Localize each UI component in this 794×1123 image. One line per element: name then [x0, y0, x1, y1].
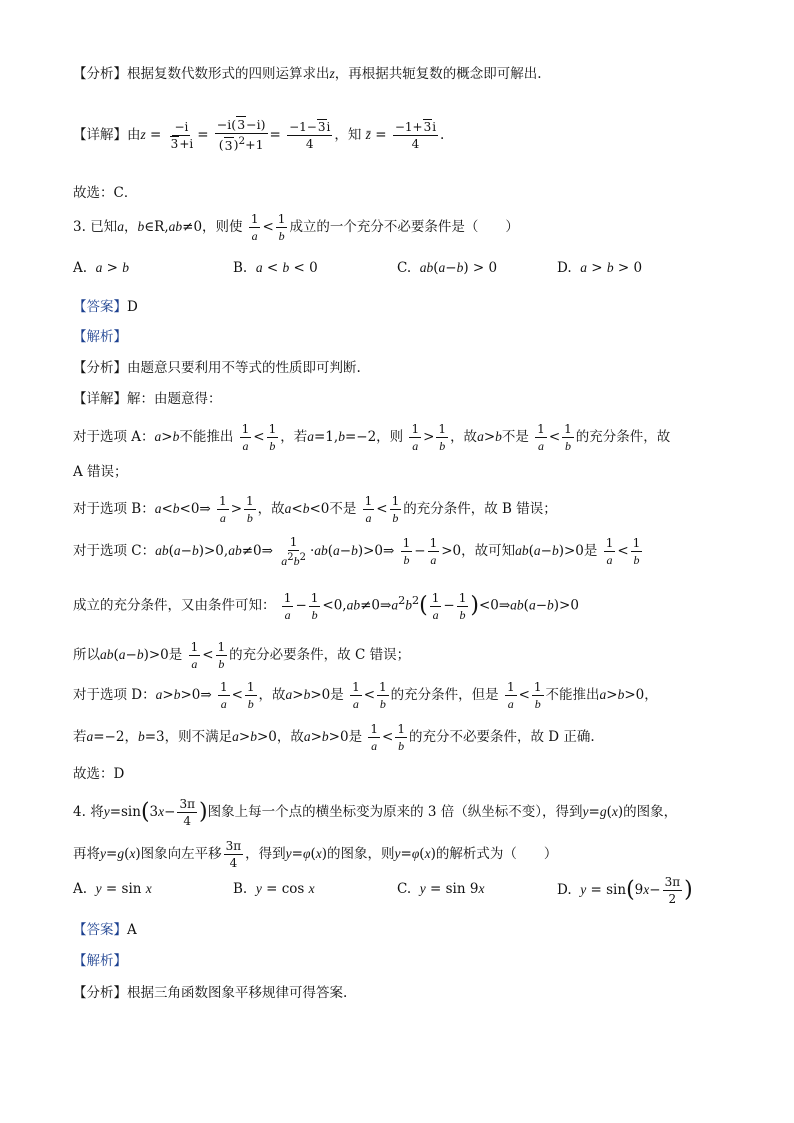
option-3b: B. a < b < 0 [233, 260, 318, 276]
answer-4: 【答案】A [73, 922, 137, 938]
fraction: $\frac{-1-3i}{4}$ [289, 120, 331, 151]
option-4a: A. y = sin x [73, 881, 152, 897]
analysis-header-4: 【解析】 [73, 953, 127, 969]
option-4c: C. y = sin 9x [397, 881, 485, 897]
fraction: $\frac{-i(3-i)}{(3)^2+1}$ [216, 116, 266, 153]
option-c-analysis-3: 所以ab(a−b)>0是 $\frac{1}{a}$ < $\frac{1}{b}$ 的充分必要条件，故 C 错误； [73, 640, 411, 671]
fraction: $\frac{-1+3i}{4}$ [394, 120, 437, 151]
option-4d: D. y = sin(9x− $\frac{3\pi}{2}$ ) [557, 875, 693, 906]
analysis-tag: 【分析】 [73, 66, 127, 82]
option-a-analysis-2: A 错误； [73, 464, 128, 480]
option-a-analysis: 对于选项 A：a>b不能推出 $\frac{1}{a}$ < $\frac{1}{b}$ ，若a=1,b=−2，则 $\frac{1}{a}$ > $\frac{1}{b}$ ，故a>b不是 $\frac{1}{a}$ < $\frac{1}{b}$ 的充分条件，故 [73, 422, 671, 453]
option-3d: D. a > b > 0 [557, 260, 643, 276]
analysis-header-3: 【解析】 [73, 329, 127, 345]
detail-line-1: 【详解】由z = $\frac{-i}{3+i}$ = $\frac{-i(3-i)}{(3)^2+1}$ = $\frac{-1-3i}{4}$ ，知 z̄ = $\frac{-1+3i}{4}$ . [73, 116, 445, 153]
fraction: $\frac{-i}{3+i}$ [170, 120, 194, 151]
answer-3: 【答案】D [73, 299, 138, 315]
option-c-analysis-2: 成立的充分条件，又由条件可知： $\frac{1}{a}$ − $\frac{1}{b}$ $<0,ab\ne 0\Rightarrow a^2b^2$( $\frac{1}{a}$ − $\frac{1}{b}$ )<0⇒ab(a−b)>0 [73, 590, 579, 622]
detail-3: 【详解】解：由题意得： [73, 391, 222, 407]
option-b-analysis: 对于选项 B：a<b<0⇒ $\frac{1}{a}$ > $\frac{1}{b}$ ，故a<b<0不是 $\frac{1}{a}$ < $\frac{1}{b}$ 的充分条件，故 B 错误； [73, 494, 557, 525]
question-4: 4. 将y=sin(3x− $\frac{3\pi}{4}$ )图象上每一个点的横坐标变为原来的 3 倍（纵坐标不变），得到y=g(x)的图象， [73, 797, 678, 828]
option-3a: A. a > b [73, 260, 130, 276]
question-3: 3. 已知a，b∈R,ab≠0，则使 $\frac{1}{a}$ < $\frac{1}{b}$ 成立的一个充分不必要条件是（ ） [73, 212, 519, 243]
answer-select-2: 故选：C． [73, 185, 138, 201]
option-c-analysis: 对于选项 C：ab(a−b)>0,ab≠0⇒ $\frac{1}{a^2b^2}$ ·ab(a−b)>0⇒ $\frac{1}{b}$ − $\frac{1}{a}$ >0，故可知ab(a−b)>0是 $\frac{1}{a}$ < $\frac{1}{b}$ [73, 535, 641, 568]
analysis-3: 【分析】由题意只要利用不等式的性质即可判断. [73, 360, 361, 376]
option-4b: B. y = cos x [233, 881, 315, 897]
option-d-analysis: 对于选项 D：a>b>0⇒ $\frac{1}{a}$ < $\frac{1}{b}$ ，故a>b>0是 $\frac{1}{a}$ < $\frac{1}{b}$ 的充分条件，但是 $\frac{1}{a}$ < $\frac{1}{b}$ 不能推出a>b>0， [73, 680, 658, 711]
analysis-4: 【分析】根据三角函数图象平移规律可得答案. [73, 985, 348, 1001]
option-d-analysis-2: 若a=−2，b=3，则不满足a>b>0，故a>b>0是 $\frac{1}{a}$ < $\frac{1}{b}$ 的充分不必要条件，故 D 正确. [73, 722, 595, 753]
analysis-line-1: 【分析】根据复数代数形式的四则运算求出z，再根据共轭复数的概念即可解出. [73, 66, 542, 82]
question-4-line-2: 再将y=g(x)图象向左平移 $\frac{3\pi}{4}$ ，得到y=φ(x)的图象，则y=φ(x)的解析式为（ ） [73, 839, 558, 870]
answer-select-3: 故选：D [73, 766, 125, 782]
option-3c: C. ab(a−b) > 0 [397, 260, 498, 276]
